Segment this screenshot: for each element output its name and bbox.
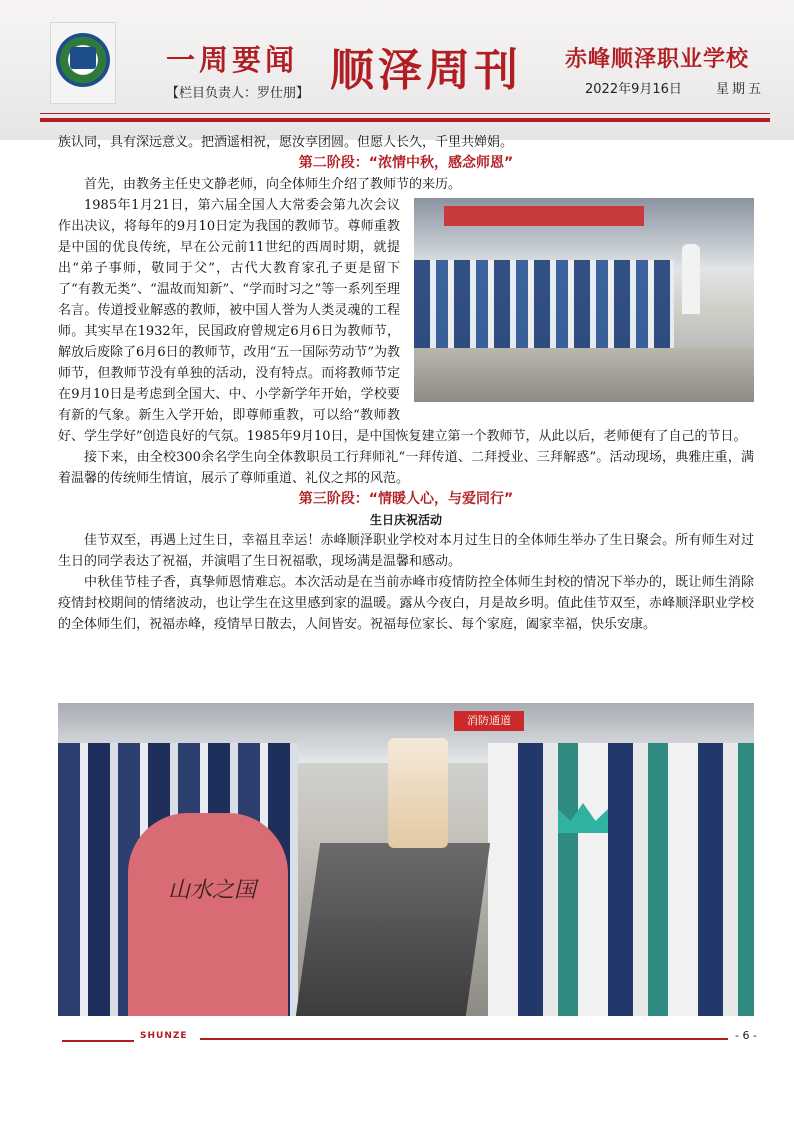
article-body — [58, 132, 754, 635]
page-header — [0, 0, 794, 140]
issue-weekday: 星期五 — [716, 82, 765, 97]
header-rule-thin — [40, 113, 770, 114]
fire-exit-sign: 消防通道 — [454, 711, 524, 731]
stage3-heading: 第三阶段：“情暖人心，与爱同行” — [298, 491, 514, 507]
stage2-heading: 第二阶段：“浓情中秋，感念师恩” — [298, 155, 514, 171]
column-editor: 【栏目负责人：罗仕朋】 — [166, 86, 310, 101]
page-number: - 6 - — [735, 1029, 757, 1042]
photo-teacher — [682, 244, 700, 314]
photo-students-right — [488, 743, 754, 1016]
teachers-day-ceremony-photo — [414, 198, 754, 402]
shirt-print: 山水之国 — [168, 878, 257, 903]
stage2-paragraph-2: 1985年1月21日，第六届全国人大常委会第九次会议作出决议，将每年的9月10日定为我国的教师节。尊师重教是中国的优良传统，早在公元前11世纪的西周时期，就提出“弟子事师，敬同于父”，古代大教育家孔子更是留下了“有教无类”、“温故而知新”、“学而时习之”等一系列至理名言。传道授业解惑的教师，被中国人誉为人类灵魂的工程师。其实早在1932年，民国政府曾规定6月6日为教师节，解放后废除了6月6日的教师节，改用“五一国际劳动节”为教师节，但教师节没有单独的活动，没有特点。而将教师节定在9月10日是考虑到全国大、中、小学新学年开始，学校要有新的气象。新生入学开始，即尊师重教，可以给“教师教好、学生学好”创造良好的气氛。1985年9月10日，是中国恢复建立第一个教师节，从此以后，老师便有了自己的节日。 — [58, 198, 747, 444]
student-pink-shirt — [128, 813, 288, 1016]
stage3-subheading: 生日庆祝活动 — [369, 513, 442, 527]
logo-emblem-icon — [70, 47, 96, 69]
issue-date: 2022年9月16日 — [585, 82, 682, 97]
footer-brand: SHUNZE — [140, 1031, 188, 1041]
header-rule-thick — [40, 118, 770, 122]
stage3-paragraph-1: 佳节双至，再遇上过生日，幸福且幸运！赤峰顺泽职业学校对本月过生日的全体师生举办了生日聚会。所有师生对过生日的同学表达了祝福，并演唱了生日祝福歌，现场满是温馨和感动。 — [58, 533, 754, 569]
school-logo-frame — [50, 22, 116, 104]
birthday-cake — [388, 738, 448, 848]
stage3-paragraph-2: 中秋佳节桂子香，真挚师恩情难忘。本次活动是在当前赤峰市疫情防控全体师生封校的情况下举办的，既让师生消除疫情封校期间的情绪波动，也让学生在这里感到家的温暖。露从今夜白，月是故乡明。值此佳节双至，赤峰顺泽职业学校的全体师生们，祝福赤峰，疫情早日散去，人间皆安。祝福每位家长、每个家庭，阖家幸福，快乐安康。 — [58, 575, 754, 632]
photo-table — [296, 843, 490, 1016]
intro-tail: 族认同，具有深远意义。把酒遥相祝，愿汝享团圆。但愿人长久，千里共婵娟。 — [58, 135, 514, 150]
stage2-paragraph-1: 首先，由教务主任史文静老师，向全体师生介绍了教师节的来历。 — [84, 177, 462, 192]
stage2-paragraph-3: 接下来，由全校300余名学生向全体教职员工行拜师礼“一拜传道、二拜授业、三拜解惑”。活动现场，典雅庄重，满着温馨的传统师生情谊，展示了尊师重道、礼仪之邦的风范。 — [58, 450, 754, 486]
school-name: 赤峰顺泽职业学校 — [565, 47, 750, 72]
footer-rule-left — [62, 1040, 134, 1042]
photo-students — [414, 260, 674, 350]
masthead-title: 顺泽周刊 — [330, 45, 522, 96]
footer-rule — [200, 1038, 728, 1040]
photo-floor — [414, 348, 754, 402]
photo-banner — [444, 206, 644, 226]
birthday-party-photo — [58, 703, 754, 1016]
column-title: 一周要闻 — [166, 43, 299, 77]
